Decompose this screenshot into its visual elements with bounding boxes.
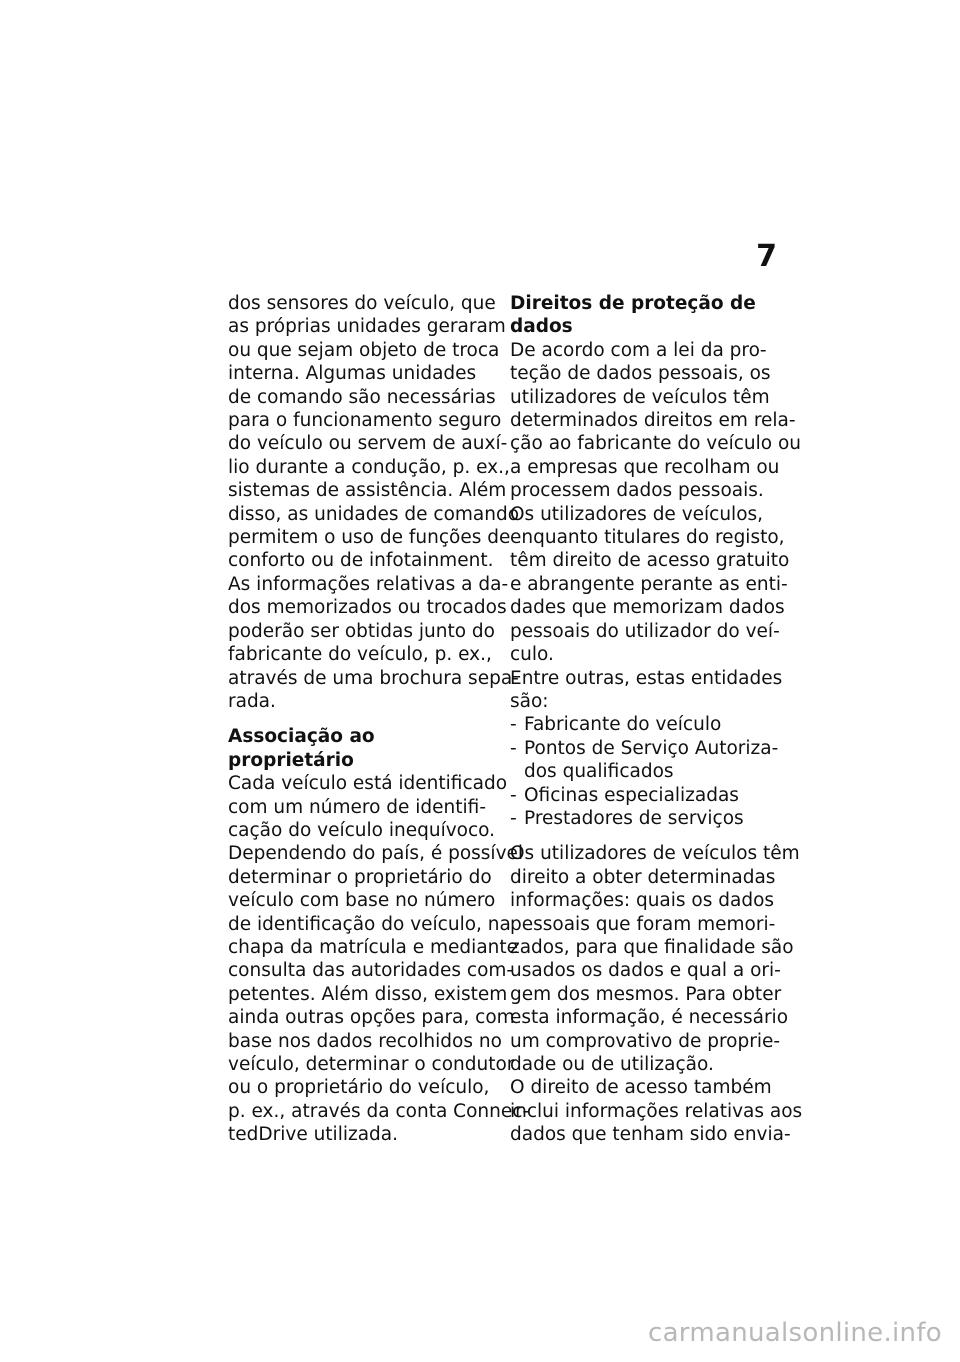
text-line: base nos dados recolhidos no [228, 1030, 502, 1052]
text-line: dades que memorizam dados [510, 597, 785, 619]
text-line: um comprovativo de proprie‐ [510, 1030, 781, 1052]
text-line: informações: quais os dados [510, 890, 775, 912]
text-line: através de uma brochura sepa‐ [228, 667, 519, 689]
text-line: poderão ser obtidas junto do [228, 620, 495, 642]
text-line: Dependendo do país, é possível [228, 843, 524, 865]
text-line: sistemas de assistência. Além [228, 480, 507, 502]
text-line: as próprias unidades geraram [228, 316, 506, 338]
text-line: dade ou de utilização. [510, 1054, 714, 1075]
list-item [510, 737, 785, 784]
spacer [510, 830, 785, 842]
text-line: lio durante a condução, p. ex., [228, 456, 510, 478]
text-line: As informações relativas a da‐ [228, 573, 509, 595]
text-line: e abrangente perante as enti‐ [510, 573, 788, 595]
text-line: inclui informações relativas aos [510, 1100, 803, 1122]
text-line: zados, para que finalidade são [510, 936, 794, 958]
text-line: ainda outras opções para, com [228, 1007, 515, 1029]
text-line: determinados direitos em rela‐ [510, 410, 796, 432]
text-line: petentes. Além disso, existem [228, 983, 508, 1005]
text-line: tedDrive utilizada. [228, 1124, 398, 1146]
text-line: dos sensores do veículo, que [228, 293, 496, 314]
list-item [510, 807, 785, 830]
text-line: processem dados pessoais. [510, 480, 764, 502]
heading-owner-association: Associação ao proprietário [228, 726, 375, 771]
dash-bullet: ‐ [510, 807, 517, 829]
list-item [510, 784, 785, 807]
text-line: enquanto titulares do registo, [510, 527, 785, 549]
text-line: chapa da matrícula e mediante [228, 936, 519, 958]
entity-list [510, 713, 785, 830]
text-line: determinar o proprietário do [228, 866, 492, 888]
right-paragraph-1 [510, 339, 802, 714]
text-line: a empresas que recolham ou [510, 456, 780, 478]
text-line: do veículo ou servem de auxí‐ [228, 433, 508, 455]
text-line: ou o proprietário do veículo, [228, 1077, 490, 1099]
text-line: utilizadores de veículos têm [510, 386, 770, 408]
page-number: 7 [756, 239, 777, 274]
spacer [228, 713, 498, 725]
list-item-text: Fabricante do veículo [524, 714, 722, 736]
text-line: consulta das autoridades com‐ [228, 960, 514, 982]
right-paragraph-2 [510, 842, 803, 1146]
text-line: De acordo com a lei da pro‐ [510, 339, 767, 361]
dash-bullet: ‐ [510, 737, 517, 759]
right-column [510, 292, 803, 1147]
list-item-text: Pontos de Serviço Autoriza‐ [524, 737, 779, 759]
text-line: ou que sejam objeto de troca [228, 339, 500, 361]
text-line: dos memorizados ou trocados [228, 597, 507, 619]
text-line: esta informação, é necessário [510, 1007, 789, 1029]
text-line: disso, as unidades de comando [228, 503, 520, 525]
text-line: cação do veículo inequívoco. [228, 819, 496, 841]
text-line: permitem o uso de funções de [228, 527, 511, 549]
text-line: O direito de acesso também [510, 1077, 772, 1099]
left-paragraph-2 [228, 772, 530, 1147]
text-line: de identificação do veículo, na [228, 913, 511, 935]
text-line: pessoais que foram memori‐ [510, 913, 776, 935]
list-item-text: dos qualificados [524, 761, 674, 783]
text-line: Entre outras, estas entidades [510, 667, 783, 689]
list-item-text: Oficinas especializadas [524, 784, 739, 806]
left-paragraph-1 [228, 292, 520, 713]
text-line: têm direito de acesso gratuito [510, 550, 790, 572]
text-line: veículo, determinar o condutor [228, 1054, 515, 1075]
heading-data-protection-rights: Direitos de proteção de dados [510, 293, 756, 338]
text-line: interna. Algumas unidades [228, 363, 477, 385]
text-line: com um número de identifi‐ [228, 796, 486, 818]
text-line: ção ao fabricante do veículo ou [510, 433, 802, 455]
watermark: carmanualsonline.info [647, 1318, 942, 1348]
text-line: fabricante do veículo, p. ex., [228, 644, 492, 666]
dash-bullet: ‐ [510, 784, 517, 806]
text-line: conforto ou de infotainment. [228, 550, 494, 572]
text-line: direito a obter determinadas [510, 866, 776, 888]
text-line: rada. [228, 690, 276, 712]
text-line: veículo com base no número [228, 890, 496, 912]
text-line: pessoais do utilizador do veí‐ [510, 620, 780, 642]
text-line: culo. [510, 644, 554, 666]
text-line: usados os dados e qual a ori‐ [510, 960, 781, 982]
list-item-text: Prestadores de serviços [524, 807, 744, 829]
text-line: para o funcionamento seguro [228, 410, 502, 432]
text-line: dados que tenham sido envia‐ [510, 1124, 791, 1146]
text-line: Os utilizadores de veículos têm [510, 843, 800, 865]
dash-bullet: ‐ [510, 714, 517, 736]
left-column [228, 292, 530, 1147]
text-line: Os utilizadores de veículos, [510, 503, 764, 525]
text-line: Cada veículo está identificado [228, 773, 508, 795]
text-line: gem dos mesmos. Para obter [510, 983, 782, 1005]
text-line: de comando são necessárias [228, 386, 496, 408]
text-line: teção de dados pessoais, os [510, 363, 771, 385]
list-item [510, 713, 785, 736]
text-line: p. ex., através da conta Connec‐ [228, 1100, 530, 1122]
text-line: são: [510, 690, 549, 712]
